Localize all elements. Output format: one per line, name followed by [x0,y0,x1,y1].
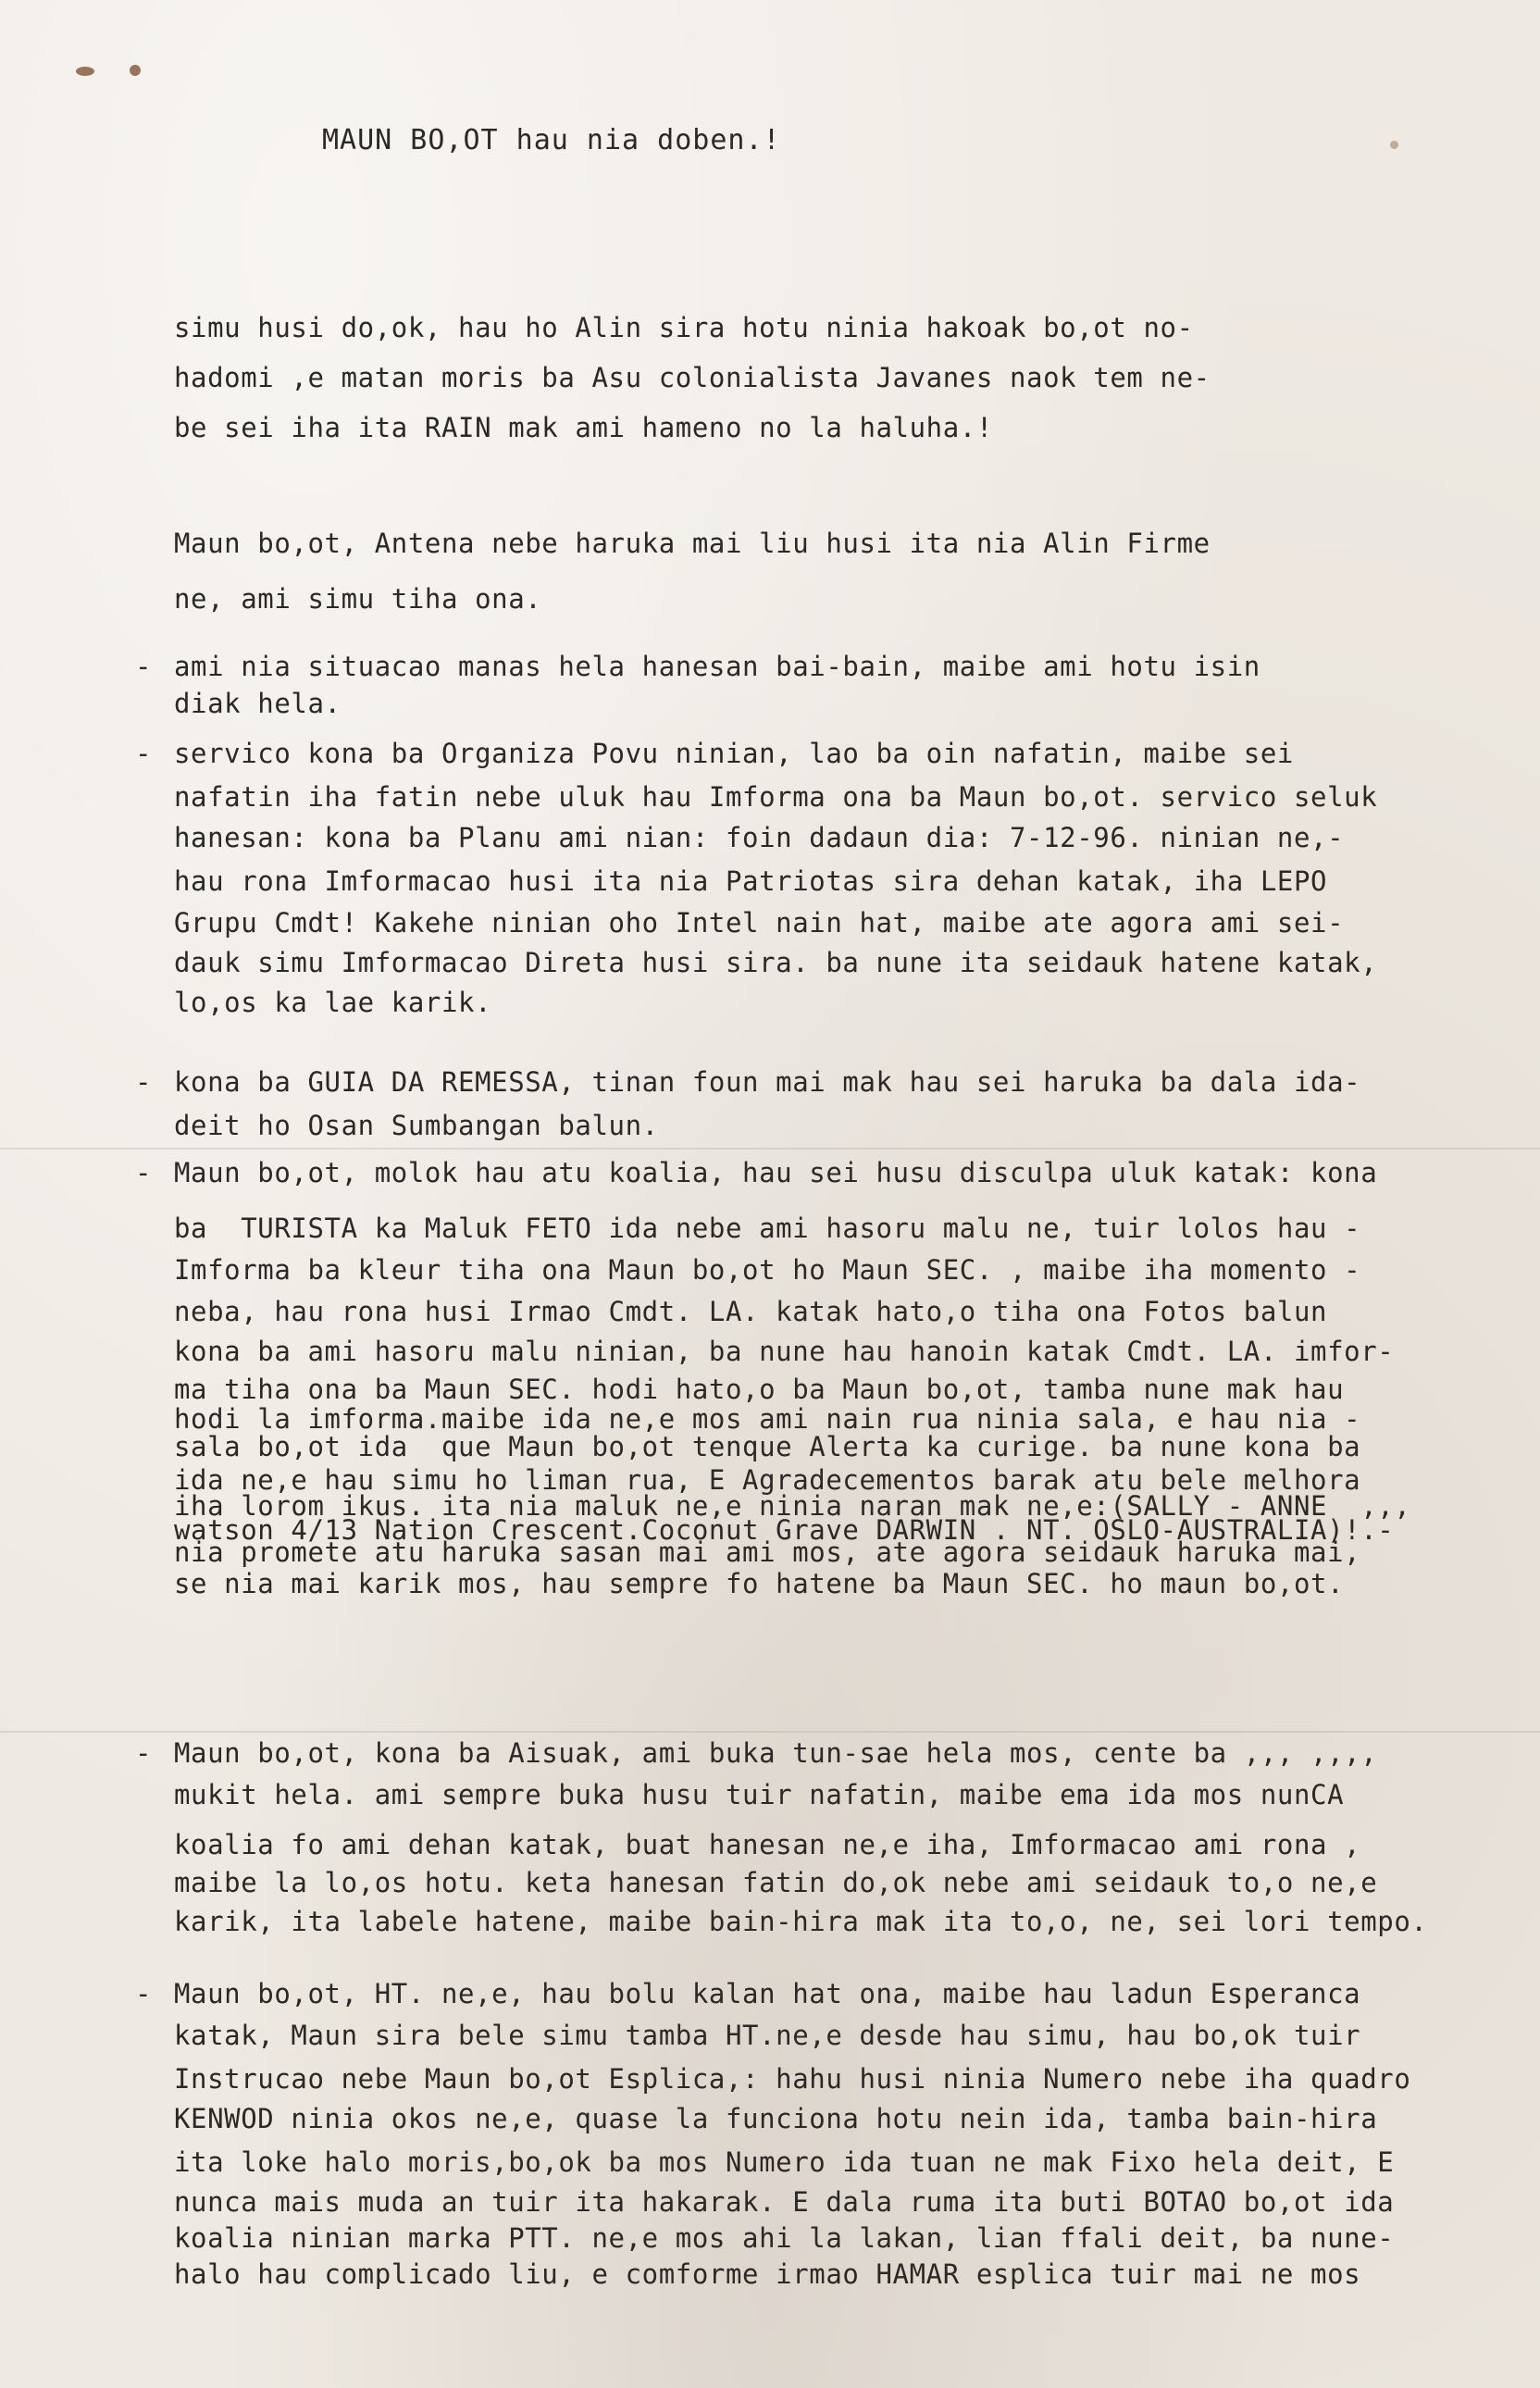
text-line: sala bo,ot ida que Maun bo,ot tenque Alerta ka curige. ba nune kona ba [174,1431,1361,1462]
paper-stain [130,65,141,76]
paper-fold [0,1148,1540,1150]
paper-stain [1390,141,1398,149]
text-line: simu husi do,ok, hau ho Alin sira hotu ninia hakoak bo,ot no- [174,312,1194,343]
text-line: hodi la imforma.maibe ida ne,e mos ami nain rua ninia sala, e hau nia - [174,1403,1361,1435]
text-line: watson 4/13 Nation Crescent.Coconut Grave DARWIN . NT. OSLO-AUSTRALIA)!.- [174,1514,1395,1546]
text-line: Grupu Cmdt! Kakehe ninian oho Intel nain hat, maibe ate agora ami sei- [174,907,1345,939]
text-line: ami nia situacao manas hela hanesan bai-bain, maibe ami hotu isin [174,651,1261,682]
text-line: Instrucao nebe Maun bo,ot Esplica,: hahu husi ninia Numero nebe iha quadro [174,2063,1411,2095]
text-line: se nia mai karik mos, hau sempre fo hatene ba Maun SEC. ho maun bo,ot. [174,1568,1345,1599]
text-line: mukit hela. ami sempre buka husu tuir nafatin, maibe ema ida mos nunCA [174,1779,1345,1810]
text-line: nunca mais muda an tuir ita hakarak. E dala ruma ita buti BOTAO bo,ot ida [174,2186,1395,2218]
text-line: ita loke halo moris,bo,ok ba mos Numero ida tuan ne mak Fixo hela deit, E [174,2146,1395,2178]
text-line: halo hau complicado liu, e comforme irmao HAMAR esplica tuir mai ne mos [174,2258,1361,2290]
text-line: neba, hau rona husi Irmao Cmdt. LA. katak hato,o tiha ona Fotos balun [174,1296,1328,1327]
bullet-dash: - [135,1066,152,1098]
text-line: nia promete atu haruka sasan mai ami mos, ate agora seidauk haruka mai, [174,1536,1361,1568]
text-line: maibe la lo,os hotu. keta hanesan fatin do,ok nebe ami seidauk to,o ne,e [174,1867,1378,1898]
paper-stain [76,67,94,76]
text-line: nafatin iha fatin nebe uluk hau Imforma ona ba Maun bo,ot. servico seluk [174,781,1378,813]
text-line: be sei iha ita RAIN mak ami hameno no la haluha.! [174,412,993,443]
text-line: Maun bo,ot, molok hau atu koalia, hau sei husu disculpa uluk katak: kona [174,1157,1378,1188]
bullet-dash: - [135,738,152,769]
text-line: Imforma ba kleur tiha ona Maun bo,ot ho Maun SEC. , maibe iha momento - [174,1254,1361,1286]
text-line: kona ba GUIA DA REMESSA, tinan foun mai mak hau sei haruka ba dala ida- [174,1066,1361,1098]
text-line: karik, ita labele hatene, maibe bain-hira mak ita to,o, ne, sei lori tempo. [174,1906,1428,1937]
text-line: Maun bo,ot, Antena nebe haruka mai liu husi ita nia Alin Firme [174,528,1211,559]
bullet-dash: - [135,651,152,682]
bullet-dash: - [135,1157,152,1188]
text-line: koalia fo ami dehan katak, buat hanesan ne,e iha, Imformacao ami rona , [174,1829,1361,1860]
text-line: lo,os ka lae karik. [174,987,492,1018]
text-line: hau rona Imformacao husi ita nia Patriotas sira dehan katak, iha LEPO [174,865,1328,897]
text-line: koalia ninian marka PTT. ne,e mos ahi la lakan, lian ffali deit, ba nune- [174,2222,1395,2254]
text-line: deit ho Osan Sumbangan balun. [174,1110,659,1141]
text-line: hanesan: kona ba Planu ami nian: foin dadaun dia: 7-12-96. ninian ne,- [174,822,1345,853]
text-line: dauk simu Imformacao Direta husi sira. ba nune ita seidauk hatene katak, [174,947,1378,978]
bullet-dash: - [135,1978,152,2009]
letter-title: MAUN BO,OT hau nia doben.! [322,124,781,156]
text-line: servico kona ba Organiza Povu ninian, lao ba oin nafatin, maibe sei [174,738,1294,769]
text-line: Maun bo,ot, HT. ne,e, hau bolu kalan hat ona, maibe hau ladun Esperanca [174,1978,1361,2009]
text-line: katak, Maun sira bele simu tamba HT.ne,e desde hau simu, hau bo,ok tuir [174,2020,1361,2051]
text-line: iha lorom ikus. ita nia maluk ne,e ninia naran mak ne,e:(SALLY - ANNE ,,, [174,1490,1411,1522]
text-line: hadomi ,e matan moris ba Asu colonialista Javanes naok tem ne- [174,362,1211,393]
text-line: kona ba ami hasoru malu ninian, ba nune hau hanoin katak Cmdt. LA. imfor- [174,1336,1395,1367]
text-line: ma tiha ona ba Maun SEC. hodi hato,o ba Maun bo,ot, tamba nune mak hau [174,1374,1345,1405]
text-line: ba TURISTA ka Maluk FETO ida nebe ami hasoru malu ne, tuir lolos hau - [174,1213,1361,1244]
text-line: ne, ami simu tiha ona. [174,583,542,615]
text-line: diak hela. [174,688,342,719]
paper-fold [0,1731,1540,1733]
text-line: Maun bo,ot, kona ba Aisuak, ami buka tun-sae hela mos, cente ba ,,, ,,,, [174,1737,1378,1769]
text-line: KENWOD ninia okos ne,e, quase la funciona hotu nein ida, tamba bain-hira [174,2103,1378,2134]
text-line: ida ne,e hau simu ho liman rua, E Agradecementos barak atu bele melhora [174,1464,1361,1496]
bullet-dash: - [135,1737,152,1769]
